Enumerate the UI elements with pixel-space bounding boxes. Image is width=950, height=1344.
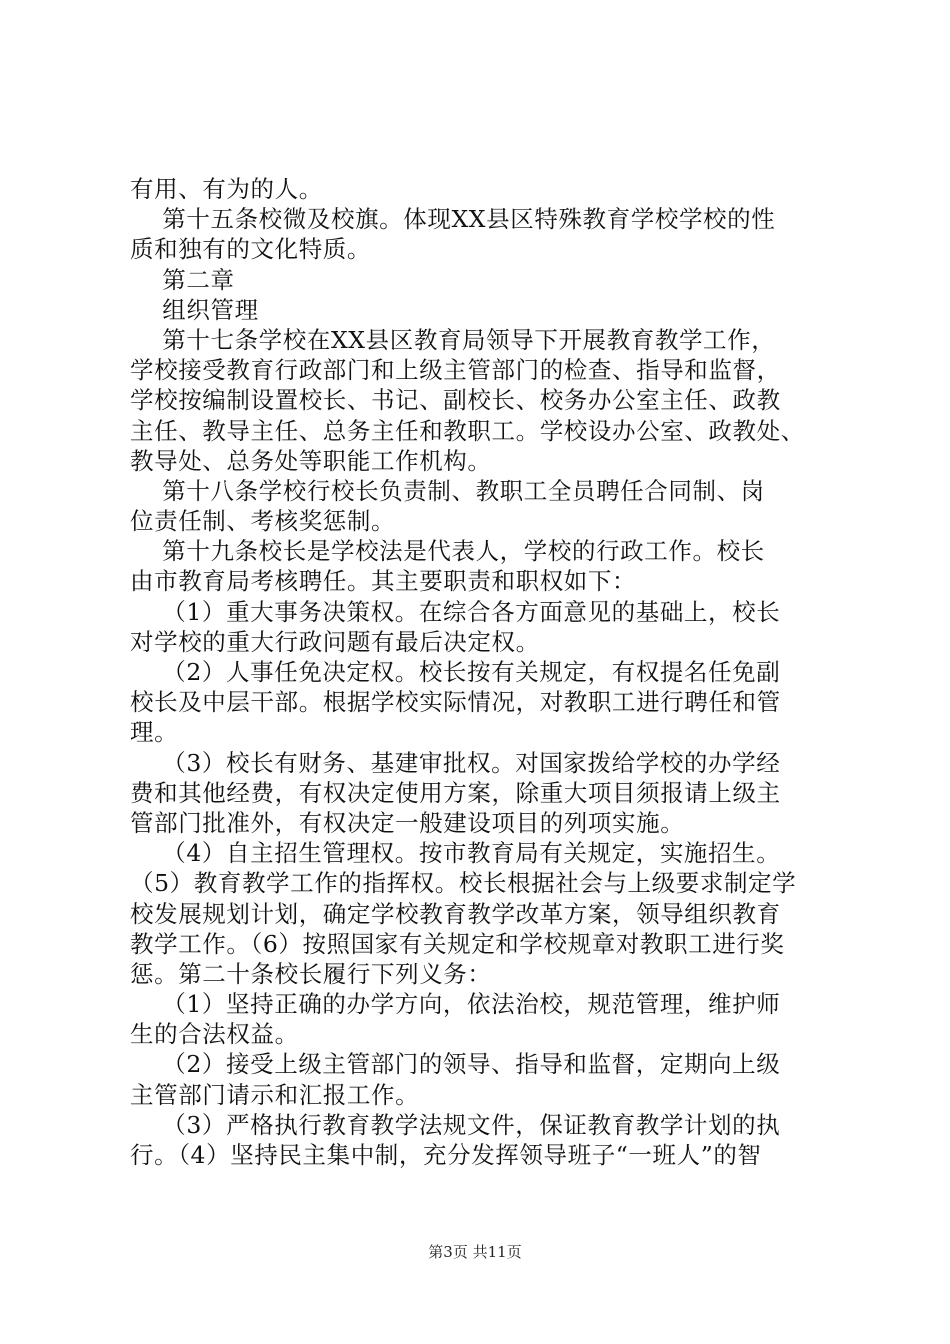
text-line: （3）严格执行教育教学法规文件，保证教育教学计划的执 [130, 1110, 781, 1139]
text-line: 对学校的重大行政问题有最后决定权。 [130, 627, 540, 656]
text-line: （1）重大事务决策权。在综合各方面意见的基础上，校长 [130, 597, 781, 626]
text-line: 费和其他经费，有权决定使用方案，除重大项目须报请上级主 [130, 778, 781, 807]
text-line: 第十九条校长是学校法是代表人，学校的行政工作。校长 [130, 537, 765, 566]
text-line: 第十五条校微及校旗。体现XX县区特殊教育学校学校的性 [130, 205, 776, 234]
page-number-label: 第3页 共11页 [428, 1243, 522, 1261]
text-line: （2）人事任免决定权。校长按有关规定，有权提名任免副 [130, 658, 781, 686]
text-line: 学校按编制设置校长、书记、副校长、校务办公室主任、政教 [130, 386, 781, 415]
text-line: 教学工作。（6）按照国家有关规定和学校规章对教职工进行奖 [130, 929, 785, 958]
text-line: 校发展规划计划，确定学校教育教学改革方案，领导组织教育 [130, 899, 781, 928]
text-line: 主管部门请示和汇报工作。 [130, 1080, 420, 1109]
text-line: 有用、有为的人。 [130, 175, 323, 203]
text-line: （3）校长有财务、基建审批权。对国家拨给学校的办学经 [130, 748, 781, 777]
text-line: 行。（4）坚持民主集中制，充分发挥领导班子“一班人”的智 [130, 1141, 762, 1169]
text-line: 第十七条学校在XX县区教育局领导下开展教育教学工作， [130, 325, 776, 354]
text-line: 教导处、总务处等职能工作机构。 [130, 446, 492, 475]
text-line: 管部门批准外，有权决定一般建设项目的列项实施。 [130, 808, 685, 837]
text-line: 质和独有的文化特质。 [130, 235, 371, 264]
text-line: 理。 [130, 718, 179, 747]
text-line: 主任、教导主任、总务主任和教职工。学校设办公室、政教处、 [130, 416, 805, 445]
chapter-title: 组织管理 [130, 295, 259, 324]
chapter-number: 第二章 [130, 265, 235, 294]
page-footer [0, 1242, 950, 1262]
text-line: 由市教育局考核聘任。其主要职责和职权如下： [130, 567, 637, 596]
text-line: （5）教育教学工作的指挥权。校长根据社会与上级要求制定学 [130, 869, 797, 898]
text-line: 校长及中层干部。根据学校实际情况，对教职工进行聘任和管 [130, 688, 781, 717]
text-line: 生的合法权益。 [130, 1020, 299, 1049]
text-line: 学校接受教育行政部门和上级主管部门的检查、指导和监督， [130, 356, 781, 385]
text-line: （4）自主招生管理权。按市教育局有关规定，实施招生。 [130, 839, 781, 868]
text-line: （2）接受上级主管部门的领导、指导和监督，定期向上级 [130, 1050, 781, 1079]
document-body [130, 174, 830, 1170]
text-line: （1）坚持正确的办学方向，依法治校，规范管理，维护师 [130, 990, 781, 1019]
text-line: 位责任制、考核奖惩制。 [130, 507, 396, 536]
text-line: 第十八条学校行校长负责制、教职工全员聘任合同制、岗 [130, 476, 765, 505]
text-line: 惩。第二十条校长履行下列义务： [130, 959, 492, 988]
